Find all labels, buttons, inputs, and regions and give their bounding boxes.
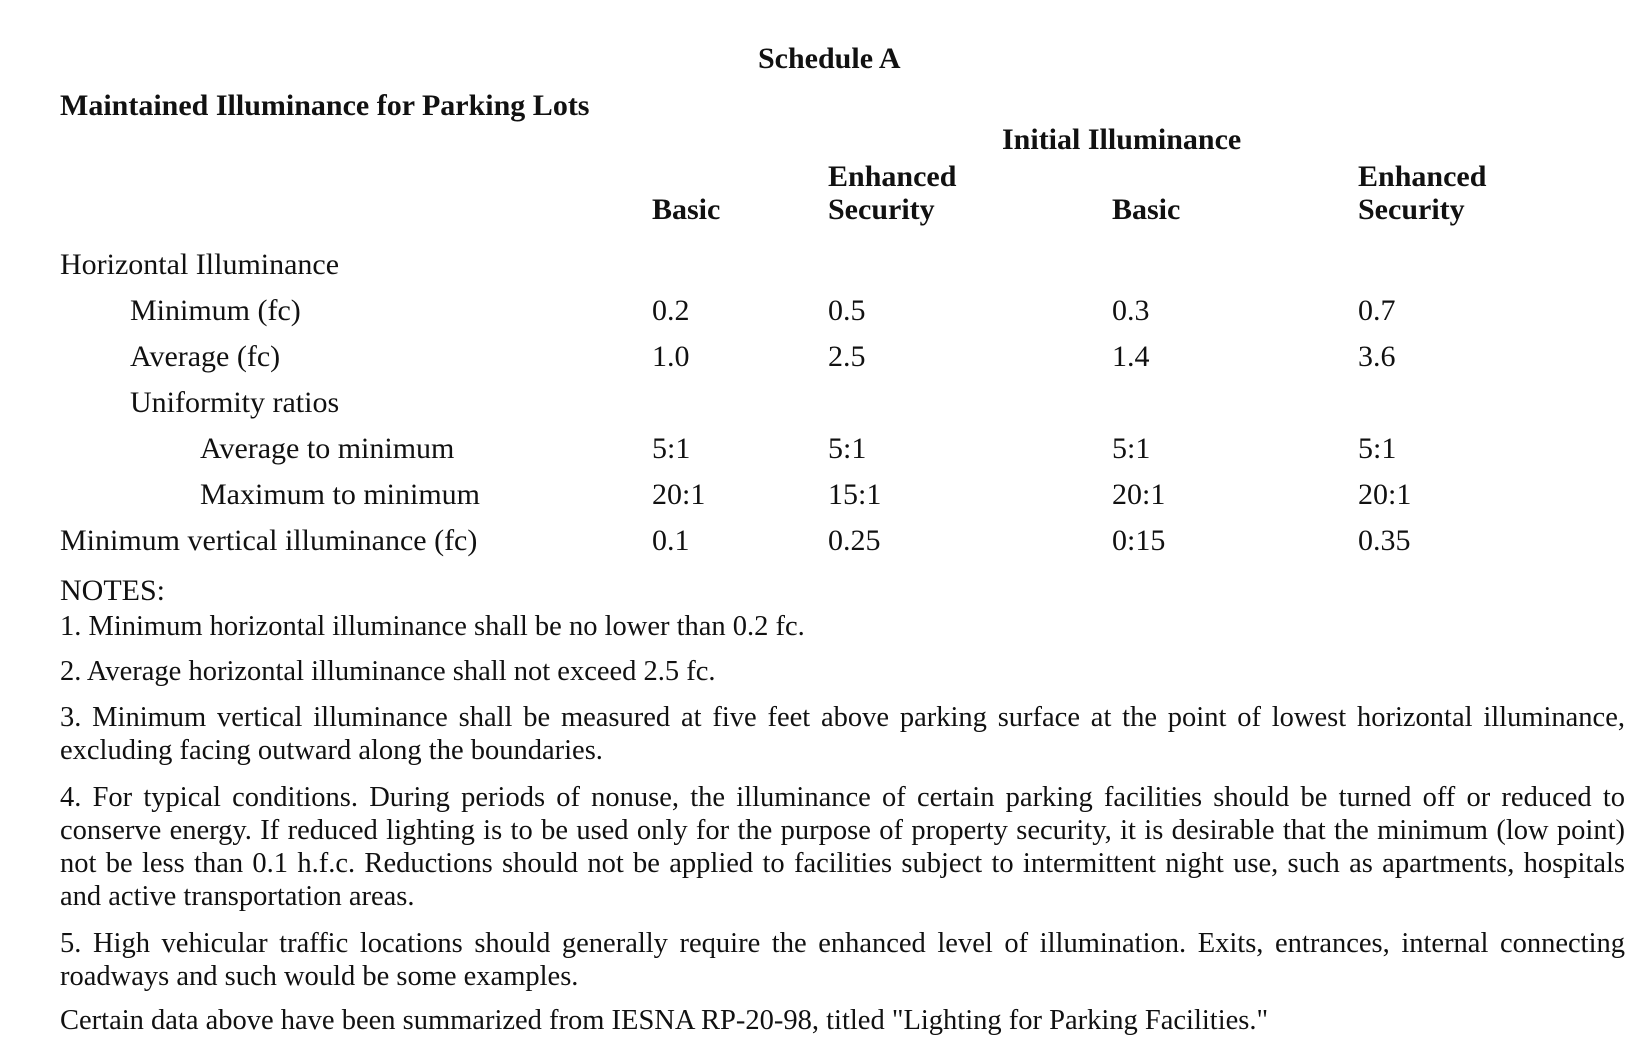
table-cell: 0.5 bbox=[828, 294, 866, 327]
table-cell: 20:1 bbox=[1112, 478, 1166, 511]
column-header-line2: Security bbox=[1358, 193, 1465, 226]
table-cell: 1.0 bbox=[652, 340, 690, 373]
table-cell: 2.5 bbox=[828, 340, 866, 373]
column-header-basic-1 bbox=[652, 193, 720, 226]
table-cell: 0.35 bbox=[1358, 524, 1411, 557]
column-header-basic-2 bbox=[1112, 193, 1180, 226]
row-label-average-to-minimum: Average to minimum bbox=[200, 432, 455, 465]
column-header-line1: Enhanced bbox=[1358, 160, 1487, 193]
column-header-enhanced-security-2 bbox=[1358, 160, 1486, 226]
table-cell: 5:1 bbox=[1358, 432, 1397, 465]
row-label-minimum: Minimum (fc) bbox=[130, 294, 301, 327]
table-cell: 0.7 bbox=[1358, 294, 1396, 327]
table-cell: 0.25 bbox=[828, 524, 881, 557]
table-cell: 1.4 bbox=[1112, 340, 1150, 373]
table-cell: 3.6 bbox=[1358, 340, 1396, 373]
note-1: 1. Minimum horizontal illuminance shall be no lower than 0.2 fc. bbox=[60, 611, 805, 642]
notes-heading: NOTES: bbox=[60, 574, 165, 607]
column-header-line1: Enhanced bbox=[828, 160, 957, 193]
column-header-line2: Security bbox=[828, 193, 935, 226]
table-cell: 20:1 bbox=[1358, 478, 1412, 511]
row-label-minimum-vertical-illuminance: Minimum vertical illuminance (fc) bbox=[60, 524, 478, 557]
note-3: 3. Minimum vertical illuminance shall be measured at five feet above parking surface at the point of lowest horizontal illuminance, excluding facing outward along the boundaries. bbox=[60, 702, 1625, 766]
row-label-horizontal-illuminance: Horizontal Illuminance bbox=[60, 248, 340, 281]
page-title: Schedule A bbox=[758, 42, 901, 75]
row-label-maximum-to-minimum: Maximum to minimum bbox=[200, 478, 481, 511]
note-5: 5. High vehicular traffic locations should generally require the enhanced level of illumination. Exits, entrances, internal connecting roadways and such would be some examples. bbox=[60, 928, 1625, 992]
row-label-average: Average (fc) bbox=[130, 340, 281, 373]
column-header-line2: Basic bbox=[652, 193, 721, 226]
table-cell: 20:1 bbox=[652, 478, 706, 511]
table-cell: 5:1 bbox=[652, 432, 691, 465]
table-cell: 0:15 bbox=[1112, 524, 1166, 557]
note-2: 2. Average horizontal illuminance shall not exceed 2.5 fc. bbox=[60, 656, 716, 687]
source-citation: Certain data above have been summarized from IESNA RP-20-98, titled "Lighting for Parking Facilities." bbox=[60, 1005, 1269, 1036]
column-header-enhanced-security-1 bbox=[828, 160, 956, 226]
group-header-initial-illuminance: Initial Illuminance bbox=[1002, 123, 1242, 156]
note-4: 4. For typical conditions. During periods of nonuse, the illuminance of certain parking facilities should be turned off or reduced to conserve energy. If reduced lighting is to be used only for the purpose of property security, it is desirable that the minimum (low point) not be less than 0.1 h.f.c. Reductions should not be applied to facilities subject to intermittent night use, such as apartments, hospitals and active transportation areas. bbox=[60, 782, 1625, 912]
table-cell: 5:1 bbox=[1112, 432, 1151, 465]
table-cell: 15:1 bbox=[828, 478, 882, 511]
table-cell: 0.2 bbox=[652, 294, 690, 327]
row-label-uniformity-ratios: Uniformity ratios bbox=[130, 386, 340, 419]
table-cell: 0.3 bbox=[1112, 294, 1150, 327]
column-header-line2: Basic bbox=[1112, 193, 1181, 226]
table-cell: 0.1 bbox=[652, 524, 690, 557]
table-title: Maintained Illuminance for Parking Lots bbox=[60, 89, 590, 122]
table-cell: 5:1 bbox=[828, 432, 867, 465]
